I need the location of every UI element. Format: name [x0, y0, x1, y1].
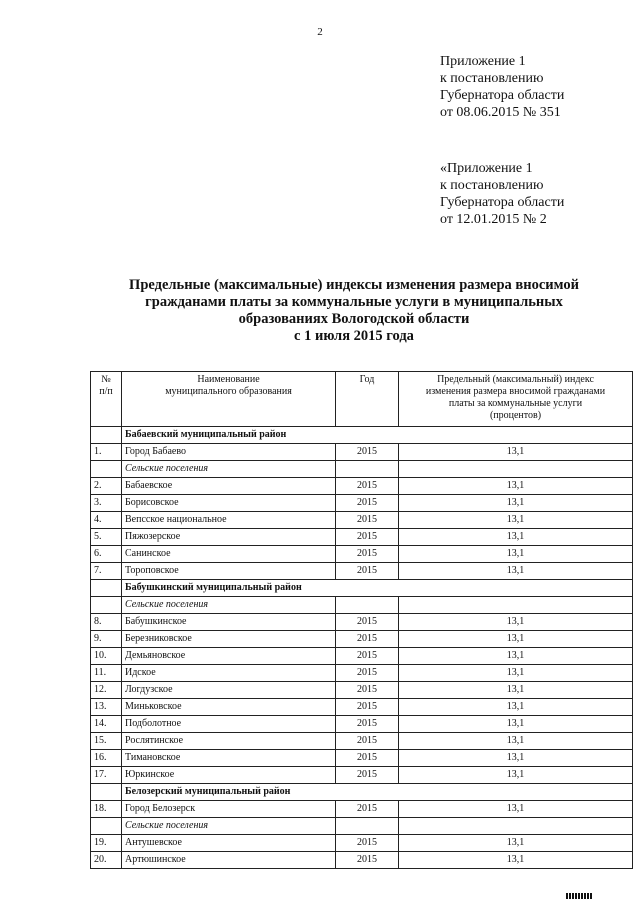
table-row	[91, 478, 633, 495]
row-number: 2.	[91, 478, 122, 495]
district-name: Бабушкинский муниципальный район	[122, 580, 633, 597]
table-row	[91, 631, 633, 648]
row-value: 13,1	[399, 546, 633, 563]
row-year: 2015	[336, 801, 399, 818]
row-value: 13,1	[399, 682, 633, 699]
row-year: 2015	[336, 665, 399, 682]
appendix-line: от 12.01.2015 № 2	[440, 212, 547, 227]
appendix-line: к постановлению	[440, 71, 544, 86]
row-number: 18.	[91, 801, 122, 818]
row-value: 13,1	[399, 614, 633, 631]
header-text: п/п	[99, 386, 113, 397]
row-value	[399, 597, 633, 614]
row-number: 19.	[91, 835, 122, 852]
district-row	[91, 427, 633, 444]
row-value: 13,1	[399, 750, 633, 767]
row-name: Логдузское	[122, 682, 336, 699]
row-number: 3.	[91, 495, 122, 512]
row-name: Подболотное	[122, 716, 336, 733]
subsection-row	[91, 818, 633, 835]
table-row	[91, 512, 633, 529]
row-number: 17.	[91, 767, 122, 784]
row-number: 5.	[91, 529, 122, 546]
row-year	[336, 597, 399, 614]
row-year: 2015	[336, 750, 399, 767]
table-row	[91, 750, 633, 767]
row-name: Тимановское	[122, 750, 336, 767]
row-year: 2015	[336, 478, 399, 495]
row-value	[399, 818, 633, 835]
appendix-line: к постановлению	[440, 178, 544, 193]
header-text: муниципального образования	[165, 386, 292, 397]
row-number	[91, 461, 122, 478]
row-year: 2015	[336, 444, 399, 461]
row-year: 2015	[336, 648, 399, 665]
subsection-row	[91, 597, 633, 614]
title-line: гражданами платы за коммунальные услуги в муниципальных	[145, 294, 563, 310]
row-name: Пяжозерское	[122, 529, 336, 546]
row-value: 13,1	[399, 444, 633, 461]
row-value: 13,1	[399, 835, 633, 852]
appendix-line: «Приложение 1	[440, 161, 533, 176]
appendix-line: от 08.06.2015 № 351	[440, 105, 561, 120]
row-name: Антушевское	[122, 835, 336, 852]
row-name: Тороповское	[122, 563, 336, 580]
appendix-line: Губернатора области	[440, 195, 565, 210]
header-text: изменения размера вносимой гражданами	[425, 386, 606, 397]
row-value: 13,1	[399, 478, 633, 495]
header-number	[91, 372, 122, 427]
row-value	[399, 461, 633, 478]
row-name: Бабушкинское	[122, 614, 336, 631]
row-name: Город Белозерск	[122, 801, 336, 818]
row-year: 2015	[336, 852, 399, 869]
row-year: 2015	[336, 682, 399, 699]
row-year	[336, 461, 399, 478]
row-number: 20.	[91, 852, 122, 869]
row-year: 2015	[336, 512, 399, 529]
row-year: 2015	[336, 563, 399, 580]
row-name: Рослятинское	[122, 733, 336, 750]
row-value: 13,1	[399, 716, 633, 733]
row-number	[91, 427, 122, 444]
row-number: 14.	[91, 716, 122, 733]
header-text: (процентов)	[489, 410, 542, 421]
row-number	[91, 784, 122, 801]
district-name: Белозерский муниципальный район	[122, 784, 633, 801]
row-name: Бабаевское	[122, 478, 336, 495]
subsection-name: Сельские поселения	[122, 597, 336, 614]
row-year: 2015	[336, 716, 399, 733]
row-number: 4.	[91, 512, 122, 529]
row-name: Березниковское	[122, 631, 336, 648]
title-line: с 1 июля 2015 года	[294, 328, 414, 344]
row-number: 11.	[91, 665, 122, 682]
table-row	[91, 614, 633, 631]
row-year: 2015	[336, 733, 399, 750]
header-text: Предельный (максимальный) индекс	[437, 374, 594, 385]
district-row	[91, 784, 633, 801]
header-text: платы за коммунальные услуги	[448, 398, 583, 409]
row-number: 8.	[91, 614, 122, 631]
row-number: 9.	[91, 631, 122, 648]
header-text: №	[101, 374, 111, 385]
table-header-row	[91, 372, 633, 427]
table-row	[91, 801, 633, 818]
table-row	[91, 852, 633, 869]
page-number: 2	[317, 26, 323, 38]
row-year: 2015	[336, 529, 399, 546]
district-name: Бабаевский муниципальный район	[122, 427, 633, 444]
row-year: 2015	[336, 546, 399, 563]
row-number: 1.	[91, 444, 122, 461]
row-number: 7.	[91, 563, 122, 580]
index-table	[90, 371, 633, 869]
header-text: Наименование	[197, 374, 260, 385]
row-value: 13,1	[399, 563, 633, 580]
row-number: 10.	[91, 648, 122, 665]
row-year: 2015	[336, 835, 399, 852]
table-row	[91, 444, 633, 461]
row-name: Вепсское национальное	[122, 512, 336, 529]
table-row	[91, 682, 633, 699]
row-number: 12.	[91, 682, 122, 699]
table-row	[91, 648, 633, 665]
table-row	[91, 767, 633, 784]
row-name: Демьяновское	[122, 648, 336, 665]
table-body	[91, 427, 633, 869]
row-number: 16.	[91, 750, 122, 767]
row-number: 6.	[91, 546, 122, 563]
row-name: Артюшинское	[122, 852, 336, 869]
row-value: 13,1	[399, 495, 633, 512]
row-number: 13.	[91, 699, 122, 716]
row-value: 13,1	[399, 699, 633, 716]
table-row	[91, 835, 633, 852]
row-name: Борисовское	[122, 495, 336, 512]
row-number	[91, 580, 122, 597]
table-row	[91, 529, 633, 546]
appendix-note-current	[440, 53, 564, 121]
appendix-note-previous	[440, 160, 564, 228]
header-index-value	[399, 372, 633, 427]
row-name: Город Бабаево	[122, 444, 336, 461]
table-row	[91, 716, 633, 733]
document-title	[80, 277, 628, 345]
row-value: 13,1	[399, 767, 633, 784]
table-row	[91, 563, 633, 580]
row-number	[91, 597, 122, 614]
appendix-line: Губернатора области	[440, 88, 565, 103]
row-value: 13,1	[399, 852, 633, 869]
row-year	[336, 818, 399, 835]
subsection-name: Сельские поселения	[122, 818, 336, 835]
table-row	[91, 665, 633, 682]
row-value: 13,1	[399, 529, 633, 546]
title-line: образованиях Вологодской области	[238, 311, 470, 327]
table-row	[91, 699, 633, 716]
header-year	[336, 372, 399, 427]
row-year: 2015	[336, 699, 399, 716]
row-name: Юркинское	[122, 767, 336, 784]
row-year: 2015	[336, 614, 399, 631]
table-row	[91, 546, 633, 563]
header-text: Год	[359, 374, 375, 385]
row-name: Миньковское	[122, 699, 336, 716]
row-value: 13,1	[399, 665, 633, 682]
row-value: 13,1	[399, 733, 633, 750]
row-name: Санинское	[122, 546, 336, 563]
table-row	[91, 733, 633, 750]
row-year: 2015	[336, 767, 399, 784]
row-value: 13,1	[399, 801, 633, 818]
header-name	[122, 372, 336, 427]
row-number	[91, 818, 122, 835]
appendix-line: Приложение 1	[440, 54, 526, 69]
row-value: 13,1	[399, 631, 633, 648]
table-row	[91, 495, 633, 512]
row-name: Идское	[122, 665, 336, 682]
row-value: 13,1	[399, 512, 633, 529]
barcode-mark	[566, 893, 592, 899]
district-row	[91, 580, 633, 597]
subsection-name: Сельские поселения	[122, 461, 336, 478]
row-value: 13,1	[399, 648, 633, 665]
row-year: 2015	[336, 631, 399, 648]
row-number: 15.	[91, 733, 122, 750]
subsection-row	[91, 461, 633, 478]
row-year: 2015	[336, 495, 399, 512]
title-line: Предельные (максимальные) индексы изменения размера вносимой	[129, 277, 579, 293]
